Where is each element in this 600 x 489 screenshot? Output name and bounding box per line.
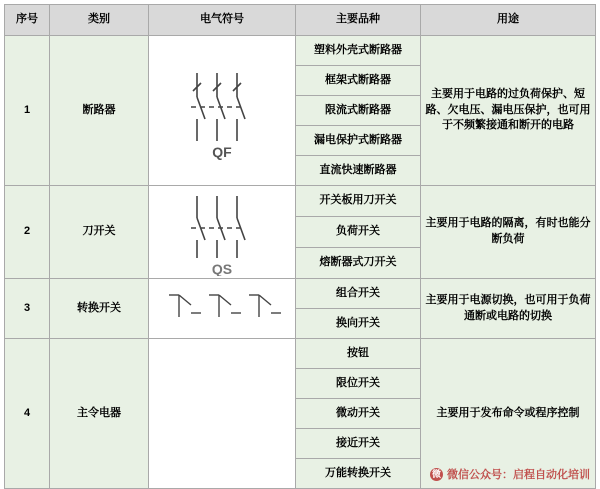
knife-switch-symbol-svg [167, 188, 277, 276]
column-header-index: 序号 [5, 5, 50, 36]
symbol-label-text: QS [211, 261, 233, 276]
table-head [5, 5, 596, 36]
symbol-graphic-knife-switch [152, 188, 292, 276]
pilot-device-symbol-svg [159, 374, 285, 454]
cell-symbol-knife-switch [149, 186, 296, 279]
electrical-components-table [4, 4, 596, 489]
cell-kind: 万能转换开关 [296, 459, 421, 489]
symbol-graphic-pilot-device [152, 374, 292, 454]
table-row [5, 186, 596, 217]
wechat-icon: 微 [431, 468, 441, 479]
cell-kind: 微动开关 [296, 399, 421, 429]
symbol-graphic-changeover-switch [152, 287, 292, 331]
cell-symbol-changeover-switch [149, 279, 296, 339]
cell-use: 主要用于电路的隔离，有时也能分断负荷 [421, 186, 596, 279]
cell-kind: 漏电保护式断路器 [296, 126, 421, 156]
column-header-kind: 主要品种 [296, 5, 421, 36]
cell-kind: 直流快速断路器 [296, 156, 421, 186]
cell-use: 主要用于发布命令或程序控制 [421, 339, 596, 489]
table-header-row [5, 5, 596, 36]
breaker-symbol-svg [167, 61, 277, 161]
cell-kind: 组合开关 [296, 279, 421, 309]
watermark [430, 466, 590, 482]
cell-symbol-breaker [149, 36, 296, 186]
watermark-text: 微信公众号：启程自动化培训 [447, 469, 590, 481]
cell-category: 主令电器 [50, 339, 149, 489]
cell-category: 刀开关 [50, 186, 149, 279]
cell-kind: 接近开关 [296, 429, 421, 459]
cell-symbol-pilot-device [149, 339, 296, 489]
cell-kind: 限位开关 [296, 369, 421, 399]
cell-category: 转换开关 [50, 279, 149, 339]
cell-index: 3 [5, 279, 50, 339]
cell-category: 断路器 [50, 36, 149, 186]
table-row [5, 339, 596, 369]
cell-index: 2 [5, 186, 50, 279]
column-header-category: 类别 [50, 5, 149, 36]
cell-kind: 熔断器式刀开关 [296, 248, 421, 279]
changeover-switch-symbol-svg [159, 287, 285, 331]
cell-index: 1 [5, 36, 50, 186]
symbol-graphic-breaker [152, 61, 292, 161]
cell-index: 4 [5, 339, 50, 489]
cell-kind: 负荷开关 [296, 217, 421, 248]
cell-kind: 框架式断路器 [296, 66, 421, 96]
table-row [5, 279, 596, 309]
cell-kind: 塑料外壳式断路器 [296, 36, 421, 66]
cell-use: 主要用于电路的过负荷保护、短路、欠电压、漏电压保护，也可用于不频繁接通和断开的电路 [421, 36, 596, 186]
cell-use: 主要用于电源切换，也可用于负荷通断或电路的切换 [421, 279, 596, 339]
symbol-label-text: QF [212, 143, 232, 160]
cell-kind: 限流式断路器 [296, 96, 421, 126]
column-header-use: 用途 [421, 5, 596, 36]
cell-kind: 按钮 [296, 339, 421, 369]
cell-kind: 换向开关 [296, 309, 421, 339]
column-header-symbol: 电气符号 [149, 5, 296, 36]
cell-kind: 开关板用刀开关 [296, 186, 421, 217]
table-body [5, 36, 596, 489]
table-row [5, 36, 596, 66]
